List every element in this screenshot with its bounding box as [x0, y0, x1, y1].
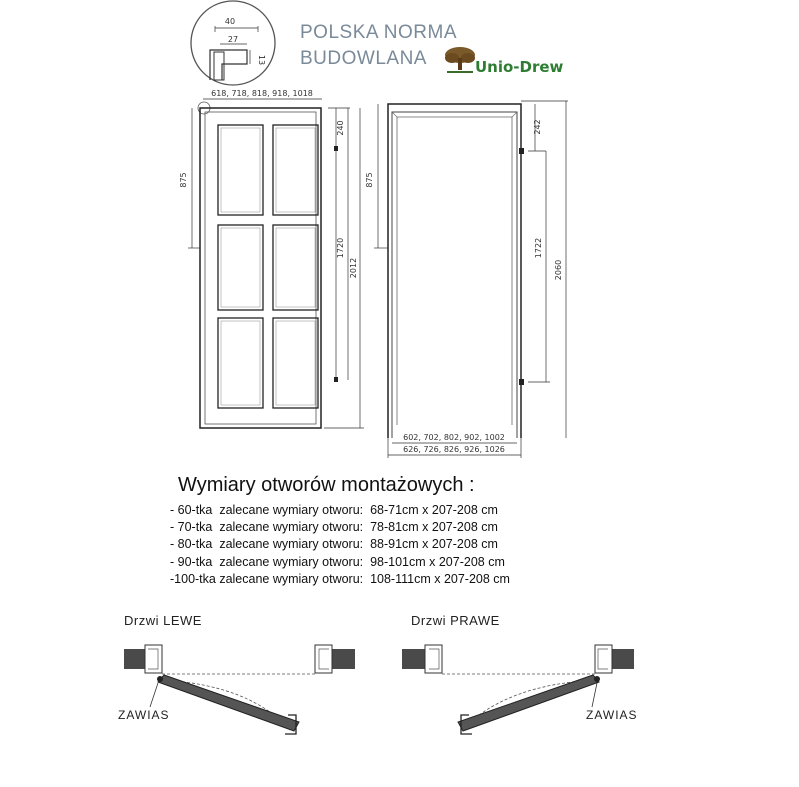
frame-dim-875: 875 [365, 172, 374, 188]
brand-name: Unio-Drew [475, 58, 564, 76]
frame-dim-1722: 1722 [534, 237, 543, 259]
opening-line-80: - 80-tka zalecane wymiary otworu: 88-91cm x 207-208 cm [170, 537, 498, 551]
leaf-widths: 618, 718, 818, 918, 1018 [211, 89, 313, 98]
frame-dim-2060: 2060 [554, 259, 563, 281]
leaf-dim-240: 240 [336, 120, 345, 136]
leaf-dim-2012: 2012 [349, 257, 358, 279]
leaf-dim-875: 875 [179, 172, 188, 188]
left-door-label: Drzwi LEWE [124, 613, 202, 628]
profile-detail [191, 1, 275, 85]
right-hinge-label: ZAWIAS [586, 708, 638, 722]
frame-outer-widths: 626, 726, 826, 926, 1026 [403, 445, 505, 454]
left-hinge-label: ZAWIAS [118, 708, 170, 722]
frame-inner-widths: 602, 702, 802, 902, 1002 [403, 433, 505, 442]
opening-line-100: -100-tka zalecane wymiary otworu: 108-111cm x 207-208 cm [170, 572, 510, 586]
frame-dim-242: 242 [533, 119, 542, 135]
right-door-label: Drzwi PRAWE [411, 613, 500, 628]
door-leaf-drawing [179, 89, 364, 428]
leaf-dim-1720: 1720 [336, 237, 345, 259]
norm-line-2: BUDOWLANA [300, 48, 427, 69]
opening-line-70: - 70-tka zalecane wymiary otworu: 78-81cm x 207-208 cm [170, 520, 498, 534]
opening-line-60: - 60-tka zalecane wymiary otworu: 68-71cm x 207-208 cm [170, 503, 498, 517]
openings-title: Wymiary otworów montażowych : [178, 474, 475, 496]
norm-line-1: POLSKA NORMA [300, 22, 457, 43]
opening-line-90: - 90-tka zalecane wymiary otworu: 98-101cm x 207-208 cm [170, 555, 505, 569]
unio-drew-logo-icon [445, 47, 475, 72]
dim-40: 40 [224, 17, 236, 26]
door-frame-drawing [365, 101, 568, 458]
dim-27: 27 [227, 35, 239, 44]
dim-13: 13 [257, 54, 266, 66]
